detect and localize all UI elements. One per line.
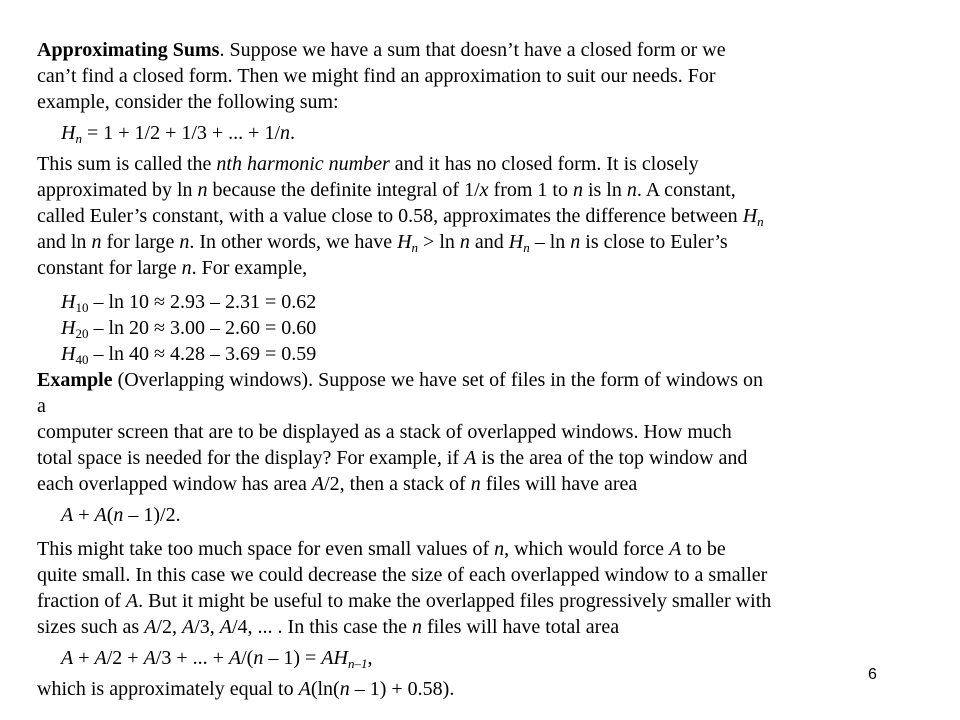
math-var: n [459,231,470,253]
math-var: A [94,647,107,669]
math-var: n [494,538,505,560]
document-page [37,37,927,702]
text: from 1 to [488,179,573,201]
text: because the definite integral of 1/ [207,179,480,201]
math-var: A [61,647,74,669]
text: /3, [194,616,220,638]
math-var: n [179,231,190,253]
math-var: H [508,231,524,253]
text: each overlapped window has area [37,473,312,495]
text: example, consider the following sum: [37,91,339,113]
math-var: H [61,343,76,365]
text: and ln [37,231,92,253]
text: /2, [156,616,182,638]
math-text: – ln 10 ≈ 2.93 – 2.31 = 0.62 [88,291,317,313]
math-text: + [73,647,95,669]
text: and [469,231,509,253]
math-var: n [572,179,583,201]
math-var: n [181,257,192,279]
text: /4, ... . In this case the [231,616,412,638]
paragraph-approximation [37,676,927,702]
math-text: – 1)/2. [123,504,181,526]
paragraph-harmonic-explanation [37,151,927,281]
math-var: A [228,647,242,669]
math-text: ( [106,504,114,526]
math-var: A [219,616,232,638]
math-var: n [411,616,422,638]
text: – 1) + 0.58). [349,678,455,700]
text: fraction of [37,590,126,612]
equation-total-area [37,645,927,671]
text: a [37,395,46,417]
math-subscript: n–1 [347,656,368,671]
equation-harmonic-number [37,120,927,146]
paragraph-overlapping-windows [37,367,927,497]
math-var: H [61,317,76,339]
text: (ln( [310,678,340,700]
text: is the area of the top window and [476,447,748,469]
math-var: A [94,504,107,526]
math-text: /2 + [106,647,144,669]
text: . In other words, we have [189,231,398,253]
text: computer screen that are to be displayed as a stack of overlapped windows. How much [37,421,732,443]
heading-approximating-sums: Approximating Sums [37,39,220,61]
math-subscript: n [757,214,764,229]
text: constant for large [37,257,182,279]
text: . For example, [191,257,308,279]
example-equation-h20 [37,315,927,341]
math-var: A [669,538,682,560]
text: can’t find a closed form. Then we might find an approximation to suit our needs. For [37,65,716,87]
text: , which would force [504,538,670,560]
equation-stack-area [37,502,927,528]
math-text: . [290,122,296,144]
term-nth-harmonic-number: nth harmonic number [216,153,390,175]
text: This sum is called the [37,153,217,175]
math-text: /( [241,647,254,669]
text: . Suppose we have a sum that doesn’t have a closed form or we [219,39,726,61]
math-var: n [280,122,291,144]
text: total space is needed for the display? For example, if [37,447,465,469]
math-text: , [367,647,373,669]
text: This might take too much space for even small values of [37,538,495,560]
math-var: H [61,122,76,144]
math-var: A [144,616,157,638]
math-subscript: 40 [75,352,89,367]
text: . But it might be useful to make the overlapped files progressively smaller with [138,590,772,612]
math-var: A [298,678,311,700]
text: approximated by ln [37,179,198,201]
math-subscript: 10 [75,300,89,315]
math-var: n [470,473,481,495]
math-subscript: n [523,240,530,255]
text: is close to Euler’s [580,231,728,253]
math-var: n [626,179,637,201]
text: /2, then a stack of [324,473,471,495]
math-var: n [339,678,350,700]
harmonic-examples [37,289,927,367]
math-text: – ln 20 ≈ 3.00 – 2.60 = 0.60 [88,317,317,339]
example-equation-h40 [37,341,927,367]
text: > ln [418,231,460,253]
math-var: n [91,231,102,253]
math-var: n [570,231,581,253]
math-var: n [253,647,264,669]
math-var: H [742,205,758,227]
math-var: n [113,504,124,526]
math-subscript: n [75,131,82,146]
text: to be [681,538,726,560]
text: sizes such as [37,616,145,638]
heading-example: Example [37,369,113,391]
example-equation-h10 [37,289,927,315]
math-text: + [73,504,95,526]
math-var: A [181,616,195,638]
paragraph-approximating-sums [37,37,927,115]
math-var: A [143,647,156,669]
math-var: AH [321,647,348,669]
math-subscript: n [411,240,419,255]
math-text: = 1 + 1/2 + 1/3 + ... + 1/ [81,122,281,144]
math-var: A [61,504,74,526]
text: files will have area [480,473,638,495]
math-var: A [464,447,477,469]
paragraph-smaller-windows [37,536,927,640]
math-text: – ln 40 ≈ 4.28 – 3.69 = 0.59 [88,343,317,365]
text: . A constant, [636,179,736,201]
math-var: n [197,179,208,201]
text: which is approximately equal to [37,678,299,700]
text: – ln [529,231,571,253]
math-var: A [311,473,325,495]
text: quite small. In this case we could decrease the size of each overlapped window to a smaller [37,564,768,586]
text: files will have total area [421,616,620,638]
math-text: – 1) = [263,647,322,669]
math-text: /3 + ... + [155,647,229,669]
math-var: H [397,231,412,253]
math-var: x [479,179,489,201]
text: and it has no closed form. It is closely [389,153,699,175]
math-subscript: 20 [75,326,89,341]
text: for large [101,231,180,253]
text: is ln [582,179,627,201]
math-var: A [125,590,139,612]
text: called Euler’s constant, with a value close to 0.58, approximates the difference between [37,205,743,227]
page-number: 6 [868,666,877,683]
math-var: H [61,291,76,313]
text: (Overlapping windows). Suppose we have set of files in the form of windows on [112,369,764,391]
